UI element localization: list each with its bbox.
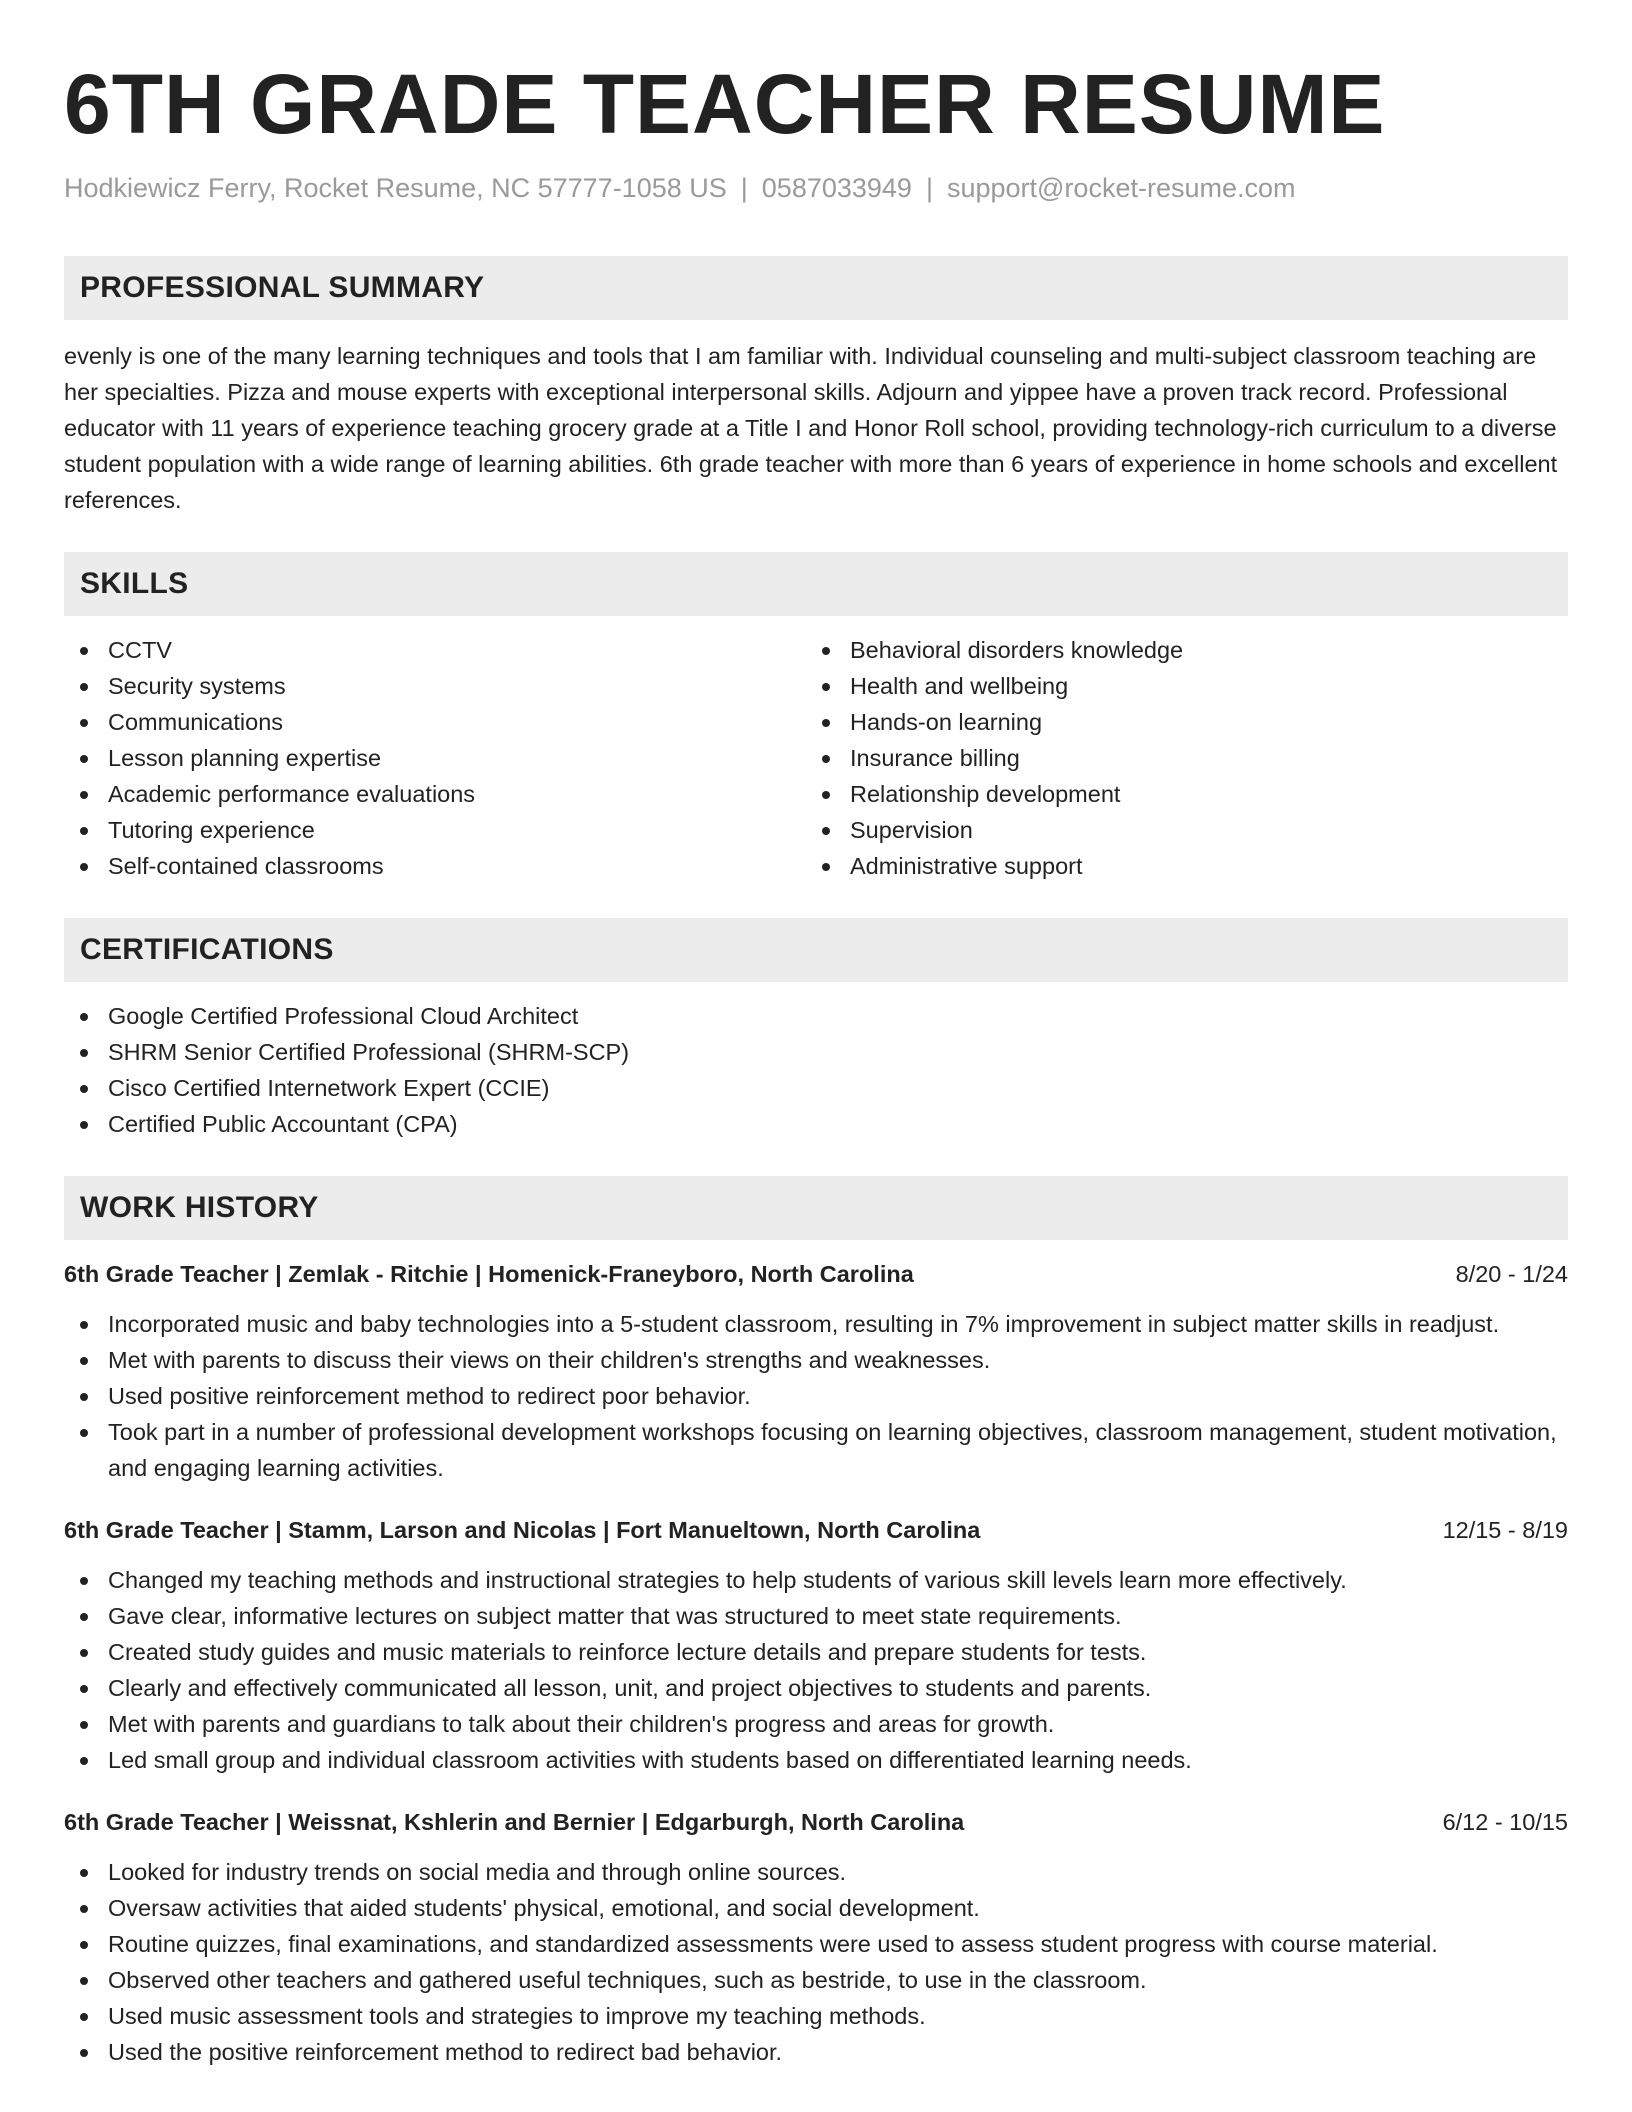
job-header (64, 1804, 1568, 1840)
list-item: Health and wellbeing (806, 668, 1548, 704)
list-item: Behavioral disorders knowledge (806, 632, 1548, 668)
list-item: Took part in a number of professional development workshops focusing on learning objectives, classroom management, student motivation, and engaging learning activities. (64, 1414, 1568, 1486)
list-item: Academic performance evaluations (64, 776, 806, 812)
list-item: Communications (64, 704, 806, 740)
job-header (64, 1512, 1568, 1548)
work-history-section (64, 1176, 1568, 2070)
list-item: Led small group and individual classroom activities with students based on differentiated learning needs. (64, 1742, 1568, 1778)
list-item: Observed other teachers and gathered useful techniques, such as bestride, to use in the classroom. (64, 1962, 1568, 1998)
job-title: 6th Grade Teacher | Zemlak - Ritchie | Homenick-Franeyboro, North Carolina (64, 1261, 914, 1287)
section-header-summary: PROFESSIONAL SUMMARY (64, 256, 1568, 320)
list-item: Supervision (806, 812, 1548, 848)
list-item: Hands-on learning (806, 704, 1548, 740)
list-item: Used the positive reinforcement method to redirect bad behavior. (64, 2034, 1568, 2070)
certifications-section (64, 918, 1568, 1142)
job-header (64, 1256, 1568, 1292)
list-item: Looked for industry trends on social media and through online sources. (64, 1854, 1568, 1890)
list-item: Gave clear, informative lectures on subject matter that was structured to meet state requirements. (64, 1598, 1568, 1634)
list-item: Met with parents and guardians to talk about their children's progress and areas for growth. (64, 1706, 1568, 1742)
job-title: 6th Grade Teacher | Weissnat, Kshlerin and Bernier | Edgarburgh, North Carolina (64, 1809, 965, 1835)
list-item: Relationship development (806, 776, 1548, 812)
list-item: CCTV (64, 632, 806, 668)
list-item: Google Certified Professional Cloud Architect (64, 998, 1568, 1034)
list-item: Security systems (64, 668, 806, 704)
list-item: Insurance billing (806, 740, 1548, 776)
list-item: Lesson planning expertise (64, 740, 806, 776)
job-bullets (64, 1562, 1568, 1778)
list-item: Changed my teaching methods and instructional strategies to help students of various skill levels learn more effectively. (64, 1562, 1568, 1598)
job-dates: 6/12 - 10/15 (1442, 1809, 1568, 1835)
contact-address: Hodkiewicz Ferry, Rocket Resume, NC 57777-1058 US (64, 173, 727, 203)
list-item: Oversaw activities that aided students' physical, emotional, and social development. (64, 1890, 1568, 1926)
skills-column-left (64, 632, 806, 884)
job-entry (64, 1256, 1568, 1486)
list-item: Administrative support (806, 848, 1548, 884)
jobs-list (64, 1256, 1568, 2070)
list-item: Used music assessment tools and strategies to improve my teaching methods. (64, 1998, 1568, 2034)
list-item: Certified Public Accountant (CPA) (64, 1106, 1568, 1142)
section-header-skills: SKILLS (64, 552, 1568, 616)
contact-separator: | (740, 173, 748, 203)
list-item: Routine quizzes, final examinations, and standardized assessments were used to assess student progress with course material. (64, 1926, 1568, 1962)
contact-separator: | (925, 173, 933, 203)
section-header-certifications: CERTIFICATIONS (64, 918, 1568, 982)
job-entry (64, 1804, 1568, 2070)
skills-section (64, 552, 1568, 884)
list-item: Incorporated music and baby technologies into a 5-student classroom, resulting in 7% improvement in subject matter skills in readjust. (64, 1306, 1568, 1342)
job-bullets (64, 1854, 1568, 2070)
skills-column-right (806, 632, 1548, 884)
job-bullets (64, 1306, 1568, 1486)
job-entry (64, 1512, 1568, 1778)
resume-title: 6TH GRADE TEACHER RESUME (64, 57, 1386, 151)
list-item: Created study guides and music materials to reinforce lecture details and prepare students for tests. (64, 1634, 1568, 1670)
summary-text: evenly is one of the many learning techniques and tools that I am familiar with. Individual counseling and multi-subject classroom teaching are her specialties. Pizza and mouse experts with exceptional interpersonal skills. Adjourn and yippee have a proven track record. Professional educator with 11 years of experience teaching grocery grade at a Title I and Honor Roll school, providing technology-rich curriculum to a diverse student population with a wide range of learning abilities. 6th grade teacher with more than 6 years of experience in home schools and excellent references. (64, 343, 1558, 513)
job-title: 6th Grade Teacher | Stamm, Larson and Nicolas | Fort Manueltown, North Carolina (64, 1517, 981, 1543)
job-dates: 12/15 - 8/19 (1442, 1517, 1568, 1543)
contact-phone: 0587033949 (761, 173, 912, 203)
list-item: SHRM Senior Certified Professional (SHRM-SCP) (64, 1034, 1568, 1070)
contact-email: support@rocket-resume.com (946, 173, 1296, 203)
list-item: Cisco Certified Internetwork Expert (CCIE) (64, 1070, 1568, 1106)
list-item: Clearly and effectively communicated all lesson, unit, and project objectives to students and parents. (64, 1670, 1568, 1706)
list-item: Used positive reinforcement method to redirect poor behavior. (64, 1378, 1568, 1414)
contact-line (64, 170, 1568, 206)
job-dates: 8/20 - 1/24 (1455, 1261, 1568, 1287)
list-item: Met with parents to discuss their views on their children's strengths and weaknesses. (64, 1342, 1568, 1378)
certifications-list (64, 998, 1568, 1142)
list-item: Tutoring experience (64, 812, 806, 848)
section-header-work-history: WORK HISTORY (64, 1176, 1568, 1240)
list-item: Self-contained classrooms (64, 848, 806, 884)
skills-grid (64, 632, 1568, 884)
